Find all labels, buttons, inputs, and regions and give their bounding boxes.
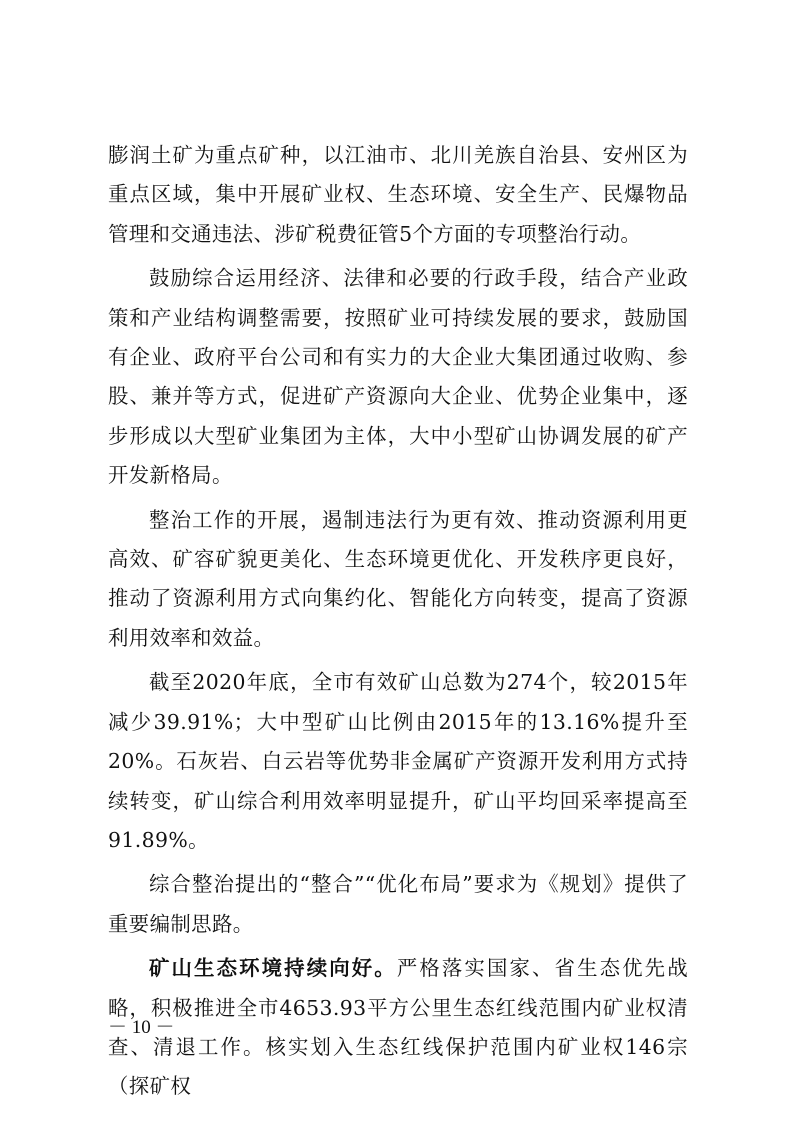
paragraph-text: 截至2020年底，全市有效矿山总数为274个，较2015年减少39.91%；大中型矿山比例由2015年的13.16%提升至20%。石灰岩、白云岩等优势非金属矿产资源开发利用方式持续转变，矿山综合利用效率明显提升，矿山平均回采率提高至91.89%。: [108, 670, 688, 852]
paragraph-continuation: [108, 136, 688, 254]
paragraph-text: 膨润土矿为重点矿种，以江油市、北川羌族自治县、安州区为重点区域，集中开展矿业权、生态环境、安全生产、民爆物品管理和交通违法、涉矿税费征管5个方面的专项整治行动。: [108, 143, 688, 246]
paragraph-rectification-results: [108, 501, 688, 659]
paragraph-text: 综合整治提出的“整合”“优化布局”要求为《规划》提供了重要编制思路。: [108, 872, 688, 936]
document-body: [108, 136, 688, 1107]
paragraph-planning-ideas: [108, 865, 688, 944]
paragraph-text: 鼓励综合运用经济、法律和必要的行政手段，结合产业政策和产业结构调整需要，按照矿业可持续发展的要求，鼓励国有企业、政府平台公司和有实力的大企业大集团通过收购、参股、兼并等方式，促进矿产资源向大企业、优势企业集中，逐步形成以大型矿业集团为主体，大中小型矿山协调发展的矿产开发新格局。: [108, 266, 688, 488]
paragraph-text: 整治工作的开展，遏制违法行为更有效、推动资源利用更高效、矿容矿貌更美化、生态环境更优化、开发秩序更良好，推动了资源利用方式向集约化、智能化方向转变，提高了资源利用效率和效益。: [108, 507, 688, 650]
paragraph-encourage-consolidation: [108, 259, 688, 495]
paragraph-text: 严格落实国家、省生态优先战略，积极推进全市4653.93平方公里生态红线范围内矿业权清查、清退工作。核实划入生态红线保护范围内矿业权146宗（探矿权: [108, 956, 688, 1099]
page-number: － 10 －: [108, 1017, 175, 1038]
paragraph-bold-heading: 矿山生态环境持续向好。: [149, 956, 397, 981]
paragraph-mine-statistics: [108, 663, 688, 860]
paragraph-ecological-environment: [108, 949, 688, 1107]
